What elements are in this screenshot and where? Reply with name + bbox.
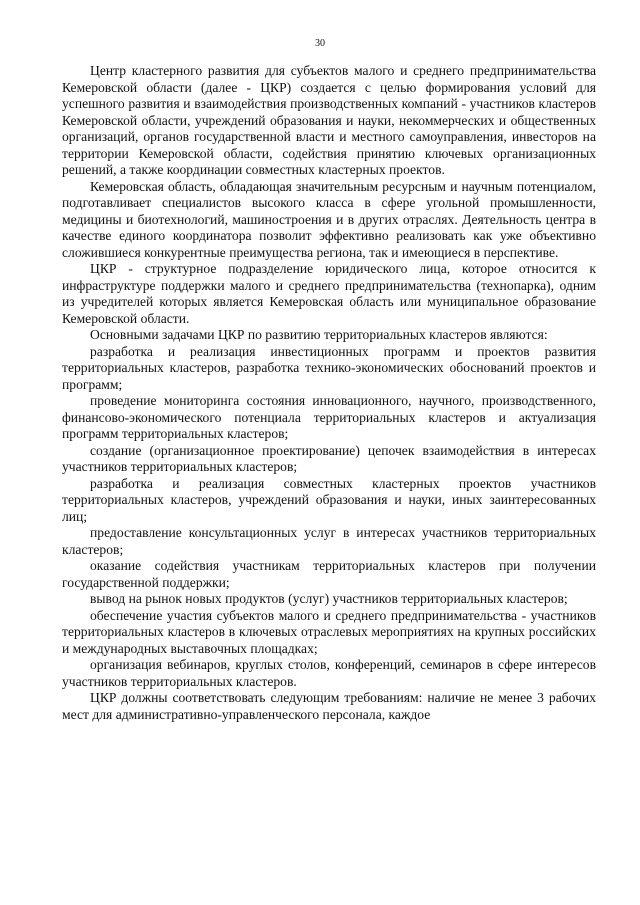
paragraph-ckr-structure: ЦКР - структурное подразделение юридического лица, которое относится к инфраструктуре поддержки малого и среднего предпринимательства (технопарка), одним из учредителей которых является Кемеровская область или муниципальное образование Кемеровской области.: [62, 261, 596, 326]
list-item-events: организация вебинаров, круглых столов, конференций, семинаров в сфере интересов участников территориальных кластеров.: [62, 657, 596, 689]
paragraph-tasks-intro: Основными задачами ЦКР по развитию территориальных кластеров являются:: [90, 327, 548, 342]
list-item-monitoring: проведение мониторинга состояния инновационного, научного, производственного, финансово-экономического потенциала территориальных кластеров и актуализация программ территориальных кластеров;: [62, 393, 596, 441]
list-item-exhibitions: обеспечение участия субъектов малого и среднего предпринимательства - участников территориальных кластеров в ключевых отраслевых мероприятиях на крупных российских и международных выставочных площадках;: [62, 607, 596, 656]
list-item-investment-programs: разработка и реализация инвестиционных программ и проектов развития территориальных кластеров, разработка технико-экономических обоснований проектов и программ;: [62, 343, 596, 392]
list-item-consulting: предоставление консультационных услуг в интересах участников территориальных кластеров;: [62, 525, 596, 557]
document-body: [62, 63, 596, 723]
list-item-state-support: оказание содействия участникам территориальных кластеров при получении государственной поддержки;: [62, 558, 596, 590]
list-item-market-launch: вывод на рынок новых продуктов (услуг) участников территориальных кластеров;: [90, 591, 568, 606]
list-item-interaction-chains: создание (организационное проектирование) цепочек взаимодействия в интересах участников территориальных кластеров;: [62, 442, 596, 474]
page-number: 30: [315, 38, 325, 49]
paragraph-ckr-definition: Центр кластерного развития для субъектов малого и среднего предпринимательства Кемеровской области (далее - ЦКР) создается с целью формирования условий для успешного развития и взаимодействия производственных компаний - участников кластеров Кемеровской области, учреждений образования и науки, некоммерческих и общественных организаций, органов государственной власти и местного самоуправления, инвесторов на территории Кемеровской области, содействия принятию ключевых организационных решений, а также координации совместных кластерных проектов.: [62, 63, 596, 177]
paragraph-region-potential: Кемеровская область, обладающая значительным ресурсным и научным потенциалом, подготавливает специалистов высокого класса в сфере угольной промышленности, медицины и биотехнологий, машиностроения и в других отраслях. Деятельность центра в качестве единого координатора позволит эффективно реализовать как уже объективно сложившиеся конкурентные преимущества региона, так и имеющиеся в перспективе.: [62, 178, 596, 260]
list-item-joint-projects: разработка и реализация совместных кластерных проектов участников территориальных кластеров, учреждений образования и науки, иных заинтересованных лиц;: [62, 475, 596, 524]
paragraph-requirements: ЦКР должны соответствовать следующим требованиям: наличие не менее 3 рабочих мест для административно-управленческого персонала, каждое: [62, 690, 596, 722]
